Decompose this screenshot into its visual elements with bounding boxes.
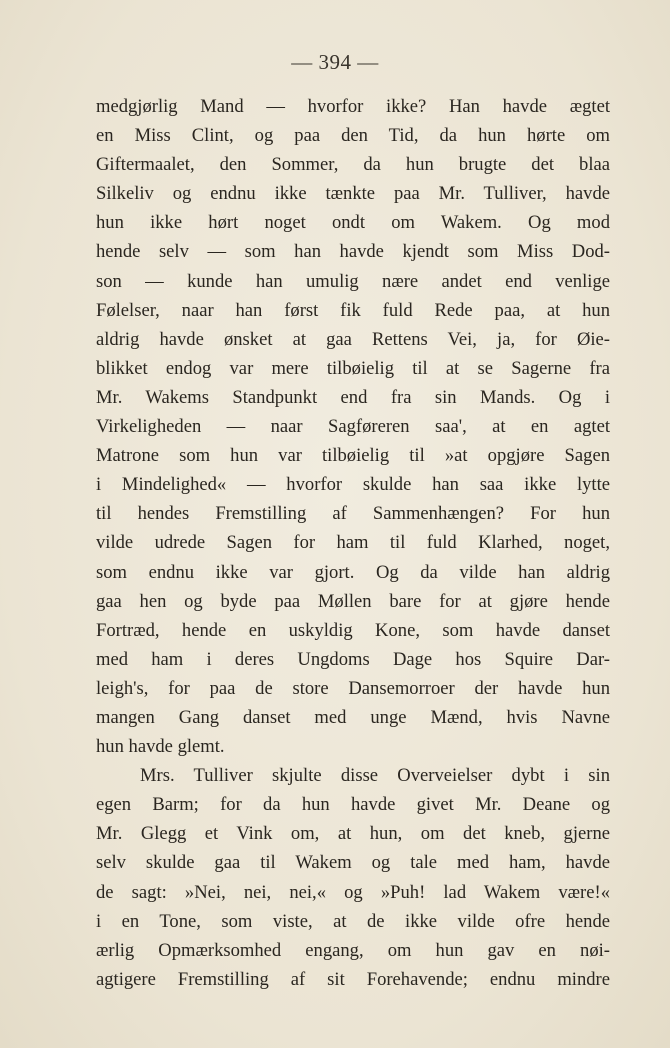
text-line: leigh's, for paa de store Dansemorroer der havde hun bbox=[96, 677, 610, 699]
text-line: som endnu ikke var gjort. Og da vilde han aldrig bbox=[96, 561, 610, 583]
text-line: i Mindelighed« — hvorfor skulde han saa ikke lytte bbox=[96, 474, 610, 496]
text-line: aldrig havde ønsket at gaa Rettens Vei, ja, for Øie- bbox=[96, 328, 610, 350]
text-line: son — kunde han umulig nære andet end venlige bbox=[96, 270, 610, 292]
text-line: Mr. Glegg et Vink om, at hun, om det kneb, gjerne bbox=[96, 823, 610, 845]
text-line: selv skulde gaa til Wakem og tale med ham, havde bbox=[96, 852, 610, 874]
text-line: vilde udrede Sagen for ham til fuld Klarhed, noget, bbox=[96, 532, 610, 554]
text-line: medgjørlig Mand — hvorfor ikke? Han havde ægtet bbox=[96, 96, 610, 117]
text-line: Fortræd, hende en uskyldig Kone, som havde danset bbox=[96, 619, 610, 641]
text-line: Giftermaalet, den Sommer, da hun brugte det blaa bbox=[96, 154, 610, 176]
text-line: til hendes Fremstilling af Sammenhængen? For hun bbox=[96, 503, 610, 525]
text-line: agtigere Fremstilling af sit Forehavende; endnu mindre bbox=[96, 968, 610, 990]
text-line: Virkeligheden — naar Sagføreren saa', at en agtet bbox=[96, 416, 610, 438]
text-line: Silkeliv og endnu ikke tænkte paa Mr. Tulliver, havde bbox=[96, 183, 610, 205]
text-line: med ham i deres Ungdoms Dage hos Squire Dar- bbox=[96, 648, 610, 670]
text-line: Mr. Wakems Standpunkt end fra sin Mands. Og i bbox=[96, 386, 610, 408]
text-line: Følelser, naar han først fik fuld Rede paa, at hun bbox=[96, 299, 610, 321]
text-line: hende selv — som han havde kjendt som Miss Dod- bbox=[96, 241, 610, 263]
text-line: blikket endog var mere tilbøielig til at se Sagerne fra bbox=[96, 357, 610, 379]
page-number: — 394 — bbox=[291, 50, 379, 74]
text-line: i en Tone, som viste, at de ikke vilde ofre hende bbox=[96, 910, 610, 932]
text-line: mangen Gang danset med unge Mænd, hvis Navne bbox=[96, 706, 610, 728]
text-line: ærlig Opmærksomhed engang, om hun gav en nøi- bbox=[96, 939, 610, 961]
text-line: gaa hen og byde paa Møllen bare for at gjøre hende bbox=[96, 590, 610, 612]
text-line: Matrone som hun var tilbøielig til »at opgjøre Sagen bbox=[96, 445, 610, 467]
text-line: egen Barm; for da hun havde givet Mr. Deane og bbox=[96, 794, 610, 816]
text-line: en Miss Clint, og paa den Tid, da hun hørte om bbox=[96, 125, 610, 147]
text-line: de sagt: »Nei, nei, nei,« og »Puh! lad Wakem være!« bbox=[96, 881, 610, 903]
body-text bbox=[96, 92, 610, 994]
text-line: hun ikke hørt noget ondt om Wakem. Og mod bbox=[96, 212, 610, 234]
text-line: hun havde glemt. bbox=[96, 736, 225, 758]
text-line: Mrs. Tulliver skjulte disse Overveielser dybt i sin bbox=[140, 765, 610, 787]
